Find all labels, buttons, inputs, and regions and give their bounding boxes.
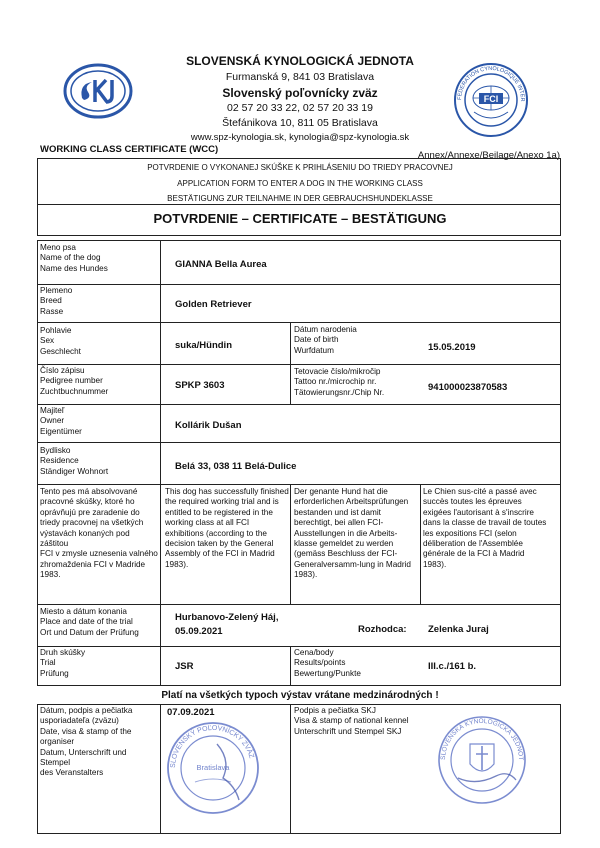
organiser-stamp-ring-text: SLOVENSKÝ POĽOVNÍCKY ZVÄZ [169, 724, 255, 769]
skj-sign-label: Podpis a pečiatka SKJ Visa & stamp of national kennel Unterschrift und Stempel SKJ [294, 706, 409, 736]
annex-text: Annex/Annexe/Beilage/Anexo 1a) [417, 150, 560, 161]
fci-logo-text: FCI [483, 94, 499, 104]
organiser-stamp-center-text: Bratislava [196, 763, 230, 772]
validity-note: Platí na všetkých typoch výstav vrátane medzinárodných ! [161, 690, 439, 701]
wcc-title: WORKING CLASS CERTIFICATE (WCC) [40, 144, 219, 155]
organiser-sign-label: Dátum, podpis a pečiatka usporiadateľa (zväzu) Date, visa & stamp of the organiser Datum, Unterschrift und Stempel des Veranstalters [40, 706, 133, 778]
judge-label: Rozhodca: [358, 624, 407, 635]
result-value: III.c./161 b. [428, 661, 477, 672]
place-label: Miesto a dátum konania Place and date of the trial Ort und Datum der Prüfung [40, 607, 139, 637]
name-label: Meno psa Name of the dog Name des Hundes [40, 243, 108, 273]
org-name: SLOVENSKÁ KYNOLOGICKÁ JEDNOTA [186, 54, 414, 68]
dog-name: GIANNA Bella Aurea [175, 259, 267, 270]
sex-label: Pohlavie Sex Geschlecht [40, 326, 81, 356]
subtitle-de: BESTÄTIGUNG ZUR TEILNAHME IN DER GEBRAUCHSHUNDEKLASSE [167, 194, 433, 203]
trial-type-label: Druh skúšky Trial Prüfung [40, 648, 86, 678]
judge-value: Zelenka Juraj [428, 624, 489, 635]
statement-de: Der genante Hund hat die erforderlichen Arbeitsprüfungen bestanden und ist damit berechtigt, bei allen FCI- Ausstellungen in die Arbeits- klasse gemeldet zu werden (gemäss Beschluss der FCI- Generalversamm-lung in Madrid 1983). [294, 487, 411, 580]
phones: 02 57 20 33 22, 02 57 20 33 19 [227, 102, 373, 114]
place-value: Hurbanovo-Zelený Háj, 05.09.2021 [175, 612, 279, 637]
organiser-stamp [165, 720, 261, 816]
breed-value: Golden Retriever [175, 299, 252, 310]
main-title: POTVRDENIE – CERTIFICATE – BESTÄTIGUNG [153, 211, 447, 226]
chip-value: 941000023870583 [428, 382, 508, 393]
skj-stamp-ring-text: SLOVENSKÁ KYNOLOGICKÁ JEDNOT [439, 717, 525, 761]
org-address: Furmanská 9, 841 03 Bratislava [225, 71, 375, 83]
breed-label: Plemeno Breed Rasse [40, 286, 73, 316]
skj-stamp [436, 714, 528, 806]
residence-value: Belá 33, 038 11 Belá-Dulice [175, 461, 297, 472]
result-label: Cena/body Results/points Bewertung/Punkte [294, 648, 361, 678]
union-address: Štefánikova 10, 811 05 Bratislava [222, 117, 378, 129]
subtitle-sk: POTVRDENIE O VYKONANEJ SKÚŠKE K PRIHLÁSENIU DO TRIEDY PRACOVNEJ [147, 163, 453, 172]
sex-value: suka/Hündin [175, 340, 233, 351]
sign-date: 07.09.2021 [167, 707, 215, 718]
statement-en: This dog has successfully finished the required working trial and is entitled to be registered in the working class at all FCI exhibitions (according to the decision taken by the General Assembly of the FCI in Madrid 1983). [165, 487, 289, 569]
statement-sk: Tento pes má absolvované pracovné skúšky, ktoré ho oprávňujú pre zaradenie do triedy pracovnej na všetkých výstavách konaných pod záštitou FCI v zmysle uznesenia valného zhromaždenia FCI v Madride 1983. [40, 487, 158, 580]
owner-value: Kollárik Dušan [175, 420, 242, 431]
dob-value: 15.05.2019 [428, 342, 476, 353]
union-name: Slovenský poľovnícky zväz [222, 86, 378, 100]
dob-label: Dátum narodenia Date of birth Wurfdatum [294, 325, 357, 355]
reg-value: SPKP 3603 [175, 380, 225, 391]
statement-fr: Le Chien sus-cité a passé avec succès toutes les épreuves exigées l'autorisant à s'inscrire dans la classe de travail de toutes les expositions FCI (selon déliberation de l'Assemblée générale de la FCI à Madrid 1983). [423, 487, 547, 569]
web-email: www.spz-kynologia.sk, kynologia@spz-kynologia.sk [190, 132, 410, 143]
chip-label: Tetovacie číslo/mikročip Tattoo nr./microchip nr. Tätowierungsnr./Chip Nr. [294, 367, 385, 397]
residence-label: Bydlisko Residence Ständiger Wohnort [40, 446, 109, 476]
owner-label: Majiteľ Owner Eigentümer [40, 406, 82, 436]
reg-label: Číslo zápisu Pedigree number Zuchtbuchnummer [40, 366, 109, 396]
svg-text:SLOVENSKÝ POĽOVNÍCKY ZVÄZ [170, 725, 255, 768]
subtitle-en: APPLICATION FORM TO ENTER A DOG IN THE WORKING CLASS [177, 179, 423, 188]
fci-ring-text: FEDERATION CYNOLOGIQUE INTER [456, 65, 526, 102]
trial-type-value: JSR [175, 661, 194, 672]
